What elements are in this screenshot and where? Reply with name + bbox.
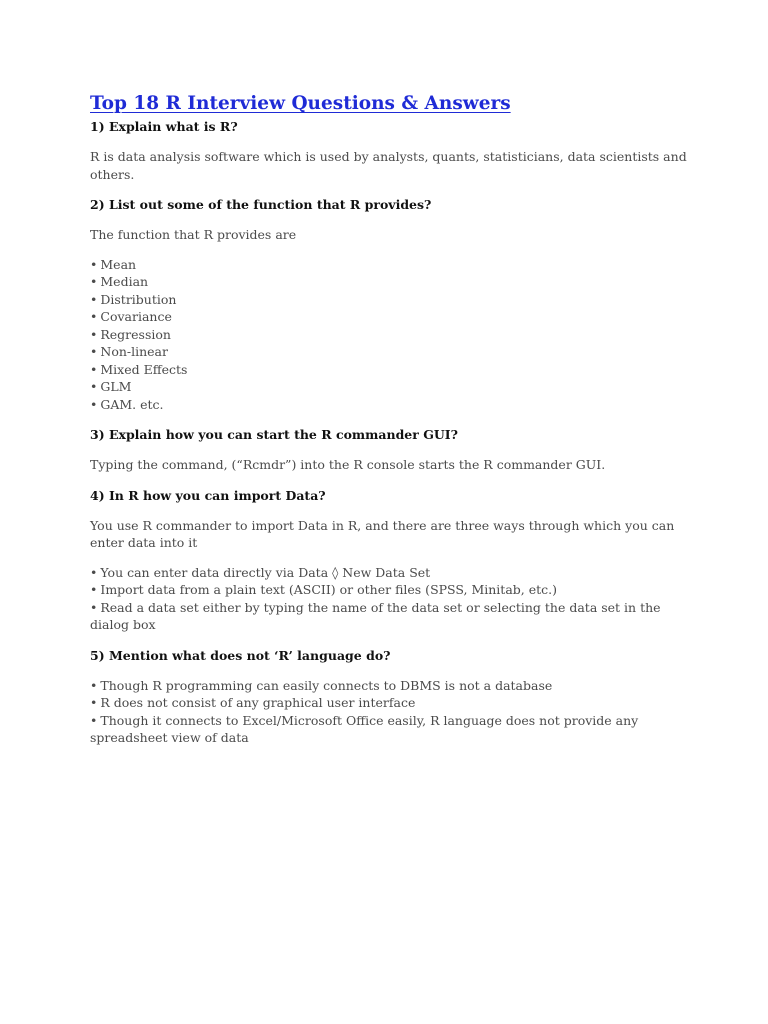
list-item: • Distribution	[90, 291, 177, 307]
list-item: • Covariance	[90, 309, 172, 324]
qa-section-4	[90, 487, 690, 634]
question-heading: 4) In R how you can import Data?	[90, 487, 326, 503]
list-item: • Median	[90, 274, 149, 289]
list-item: • Regression	[90, 326, 171, 342]
qa-section-1	[90, 118, 690, 183]
document-title-link[interactable]: Top 18 R Interview Questions & Answers	[90, 93, 511, 114]
list-item: • Though it connects to Excel/Microsoft Office easily, R language does not provide any spreadsheet view of data	[90, 712, 639, 745]
bullet-list	[90, 677, 690, 747]
question-heading: 5) Mention what does not ‘R’ language do?	[90, 647, 391, 663]
bullet-list	[90, 564, 690, 634]
document-page	[90, 93, 690, 747]
qa-section-2	[90, 196, 690, 413]
list-item: • Read a data set either by typing the name of the data set or selecting the data set in the dialog box	[90, 599, 661, 632]
list-item: • You can enter data directly via Data ◊ New Data Set	[90, 564, 431, 580]
list-item: • Though R programming can easily connects to DBMS is not a database	[90, 677, 553, 693]
list-item: • Mixed Effects	[90, 361, 188, 377]
qa-section-5	[90, 647, 690, 747]
question-heading: 2) List out some of the function that R provides?	[90, 197, 432, 212]
list-item: • GAM. etc.	[90, 396, 164, 412]
list-item: • R does not consist of any graphical user interface	[90, 695, 416, 710]
answer-text: You use R commander to import Data in R, and there are three ways through which you can enter data into it	[90, 517, 675, 550]
answer-text: R is data analysis software which is used by analysts, quants, statisticians, data scientists and others.	[90, 149, 687, 182]
qa-section-3	[90, 426, 690, 474]
answer-text: The function that R provides are	[90, 227, 297, 242]
list-item: • Mean	[90, 256, 137, 272]
question-heading: 3) Explain how you can start the R commander GUI?	[90, 427, 458, 442]
list-item: • Import data from a plain text (ASCII) or other files (SPSS, Minitab, etc.)	[90, 582, 557, 597]
bullet-list	[90, 256, 690, 414]
answer-text: Typing the command, (“Rcmdr”) into the R console starts the R commander GUI.	[90, 457, 606, 472]
list-item: • GLM	[90, 379, 132, 394]
list-item: • Non-linear	[90, 344, 168, 359]
question-heading: 1) Explain what is R?	[90, 119, 238, 134]
